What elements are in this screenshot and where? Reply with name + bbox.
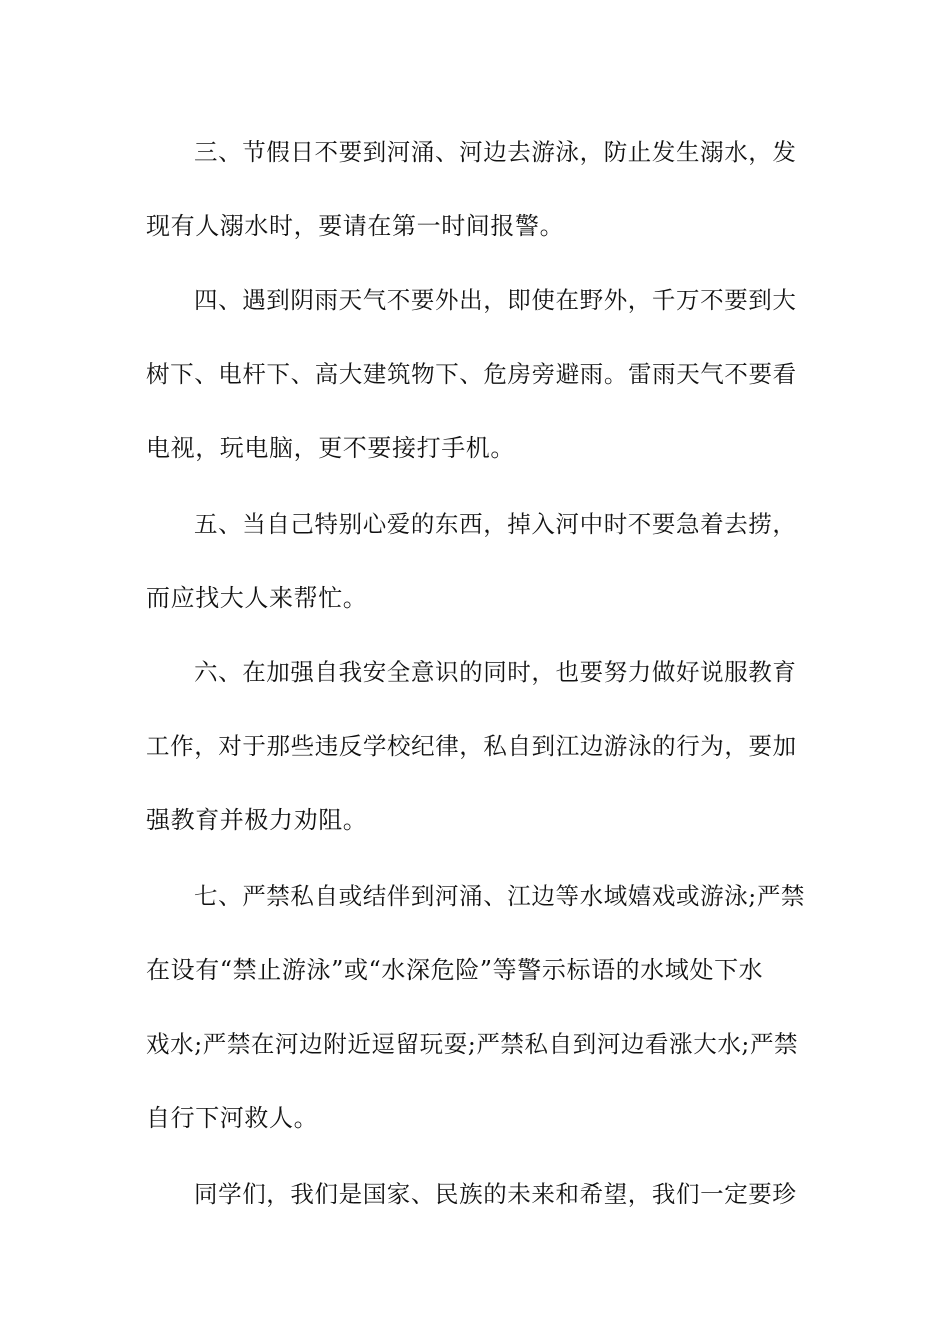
- paragraph-4-line-3: 电视，玩电脑，更不要接打手机。: [146, 434, 515, 462]
- paragraph-6-line-2: 工作，对于那些违反学校纪律，私自到江边游泳的行为，要加: [146, 732, 797, 760]
- paragraph-8-line-1: 同学们，我们是国家、民族的未来和希望，我们一定要珍: [194, 1180, 797, 1208]
- paragraph-5-line-1: 五、当自己特别心爱的东西，掉入河中时不要急着去捞，: [194, 510, 797, 538]
- paragraph-6-line-1: 六、在加强自我安全意识的同时，也要努力做好说服教育: [194, 658, 797, 686]
- paragraph-7-line-3: 戏水;严禁在河边附近逗留玩耍;严禁私自到河边看涨大水;严禁: [146, 1030, 799, 1058]
- paragraph-6-line-3: 强教育并极力劝阻。: [146, 806, 368, 834]
- paragraph-7-line-2: 在设有“禁止游泳”或“水深危险”等警示标语的水域处下水: [146, 956, 764, 984]
- paragraph-3-line-2: 现有人溺水时，要请在第一时间报警。: [146, 212, 565, 240]
- paragraph-5-line-2: 而应找大人来帮忙。: [146, 584, 368, 612]
- paragraph-7-line-1: 七、严禁私自或结伴到河涌、江边等水域嬉戏或游泳;严禁: [194, 882, 806, 910]
- paragraph-4-line-2: 树下、电杆下、高大建筑物下、危房旁避雨。雷雨天气不要看: [146, 360, 797, 388]
- paragraph-3-line-1: 三、节假日不要到河涌、河边去游泳，防止发生溺水，发: [194, 138, 797, 166]
- paragraph-7-line-4: 自行下河救人。: [146, 1104, 319, 1132]
- paragraph-4-line-1: 四、遇到阴雨天气不要外出，即使在野外，千万不要到大: [194, 286, 797, 314]
